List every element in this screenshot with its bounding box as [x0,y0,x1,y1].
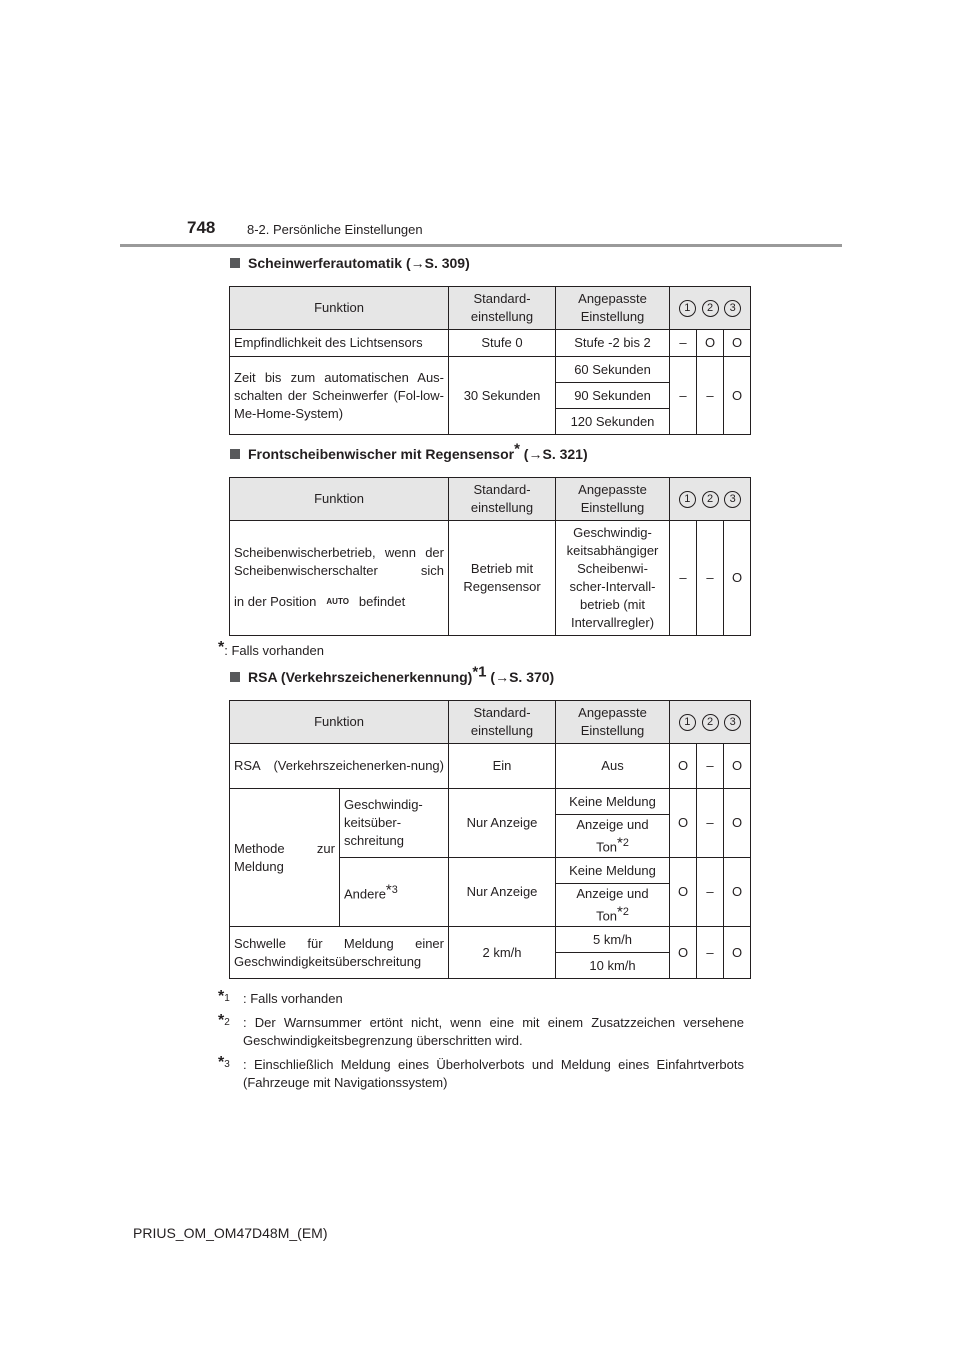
table-header-row: Funktion Standard- einstellung Angepasste Einstellung 1 2 3 [230,701,751,744]
document-footer: PRIUS_OM_OM47D48M_(EM) [133,1225,328,1241]
page-number: 748 [187,218,216,237]
circle-2-icon: 2 [702,714,719,731]
section-title-scheinwerfer: Scheinwerferautomatik (→S. 309) [230,255,470,271]
footnote-1: *$^1$ : Falls vorhanden [218,988,343,1006]
col-standard: Standard- einstellung [449,287,556,330]
footnote-3: *$^3$ : Einschließlich Meldung eines Überholverbots und Meldung eines Einfahrtverbots (Fahrzeuge mit Navigationssystem) [218,1054,744,1090]
col-circles [670,287,751,330]
table-rsa: Funktion Standard- einstellung Angepasste Einstellung 1 2 3 RSA (Verkehrszeichenerken-nung) Ein Aus O – O Methode zur Meldung Geschwindig-keitsüber-schreitung Nur Anzeige Keine Meldung O – O Anzeige und Ton*$^2$ Andere*$^3$ Nur Anzeige Keine Meldung O – O Anzeige und Ton*$^2$ Schwelle für Meldung einer Geschwindigkeitsüberschreitung 2 km/h 5 km/h O – O 10 km/h [229,700,751,979]
table-regensensor [229,477,751,636]
table-row: RSA (Verkehrszeichenerken-nung) Ein Aus O – O [230,744,751,789]
table-row: Empfindlichkeit des Lichtsensors Stufe 0 Stufe -2 bis 2 – O O [230,330,751,357]
circle-1-icon: 1 [679,300,696,317]
circle-3-icon: 3 [724,714,741,731]
table-row: Zeit bis zum automatischen Aus-schalten der Scheinwerfer (Fol-low-Me-Home-System) 30 Sekunden 60 Sekunden – – O [230,357,751,383]
bullet-square-icon [230,258,240,268]
footnote-2: *$^2$ : Der Warnsummer ertönt nicht, wenn eine mit einem Zusatzzeichen versehene Geschwindigkeitsbegrenzung überschritten wird. [218,1012,744,1048]
bullet-square-icon [230,672,240,682]
circle-3-icon: 3 [724,491,741,508]
table-row: Methode zur Meldung Geschwindig-keitsüber-schreitung Nur Anzeige Keine Meldung O – O [230,789,751,815]
col-funktion: Funktion [230,287,449,330]
col-angepasst: Angepasste Einstellung [556,287,670,330]
circle-2-icon: 2 [702,300,719,317]
table-header-row [230,287,751,330]
table-header-row: Funktion Standard- einstellung Angepasste Einstellung 1 2 3 [230,478,751,521]
section-title-rsa: RSA (Verkehrszeichenerkennung)$^{*1}$ (→S. 370) [230,669,554,685]
table-row: Scheibenwischerbetrieb, wenn der Scheibenwischerschalter sich in der Position AUTO befindet Betrieb mit Regensensor Geschwindig-keitsabhängiger Scheibenwi-scher-Intervall-betrieb (mit Intervallregler) – – O [230,521,751,636]
table-scheinwerfer: Funktion Standard- einstellung Angepasste Einstellung 1 2 3 Empfindlichkeit des Lichtsensors Stufe 0 Stufe -2 bis 2 – O O Zeit bis zum automatischen Aus-schalten der Scheinwerfer (Fol-low-Me-Home-System) 30 Sekunden 60 Sekunden – – O 90 Sekunden 120 Sekunden [229,286,751,435]
circle-1-icon: 1 [679,491,696,508]
section-title-regensensor: Frontscheibenwischer mit Regensensor* (→S. 321) [230,446,588,462]
circle-2-icon: 2 [702,491,719,508]
footnote-falls-vorhanden: *: Falls vorhanden [218,639,324,658]
circle-3-icon: 3 [724,300,741,317]
circle-1-icon: 1 [679,714,696,731]
bullet-square-icon [230,449,240,459]
table-row: Andere*$^3$ Nur Anzeige Keine Meldung O – O [230,858,751,884]
chapter-title: 8-2. Persönliche Einstellungen [247,222,423,237]
table-row: Schwelle für Meldung einer Geschwindigkeitsüberschreitung 2 km/h 5 km/h O – O [230,927,751,953]
auto-switch-icon: AUTO [326,597,349,606]
header-divider [120,244,842,247]
